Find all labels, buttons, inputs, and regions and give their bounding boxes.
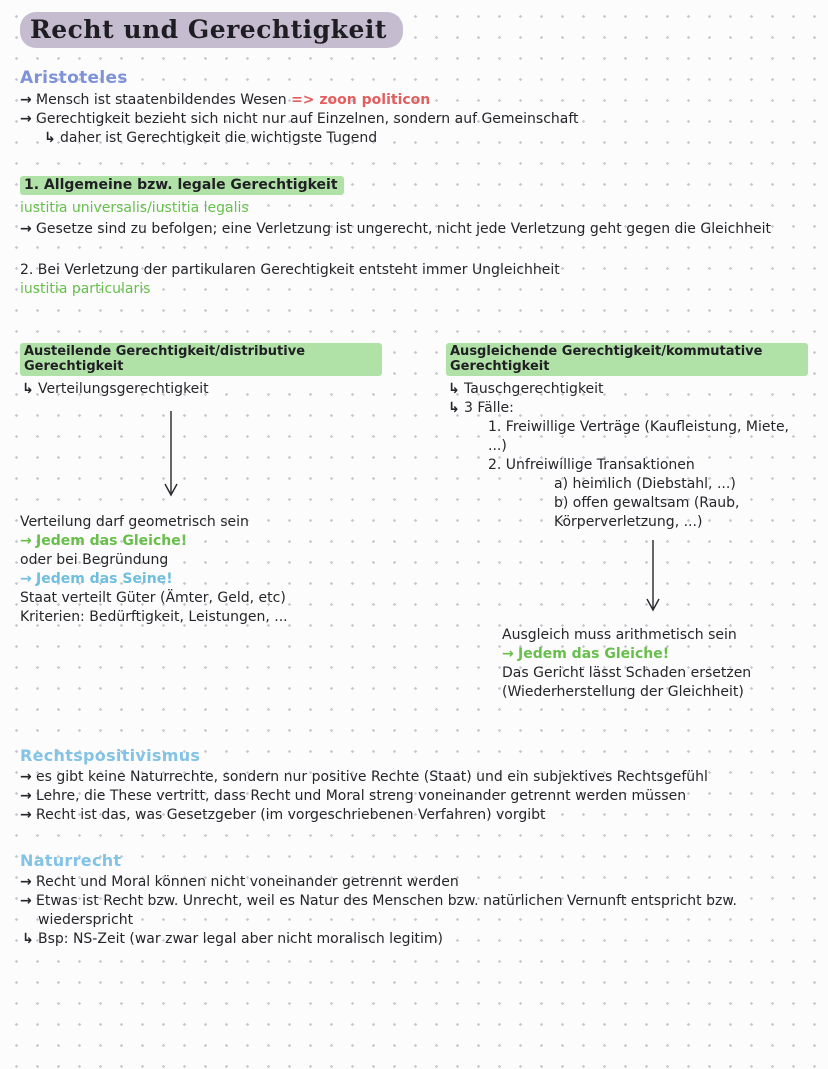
right-heading: Ausgleichende Gerechtigkeit/kommutative Gerechtigkeit bbox=[446, 343, 808, 376]
note-text: es gibt keine Naturrechte, sondern nur positive Rechte (Staat) und ein subjektives Rechtsgefühl bbox=[36, 769, 708, 785]
hook-arrow-icon: ↳ bbox=[448, 381, 460, 397]
note-text-green: Jedem das Gleiche! bbox=[36, 533, 188, 549]
arrow-bullet-icon: → bbox=[20, 788, 32, 804]
arrow-bullet-icon: → bbox=[20, 533, 32, 549]
note-text: 3 Fälle: bbox=[464, 400, 514, 416]
arrow-bullet-icon: → bbox=[20, 769, 32, 785]
section-allgemeine-gerechtigkeit bbox=[20, 176, 808, 239]
aristoteles-line-2 bbox=[20, 110, 808, 129]
arrow-bullet-icon: → bbox=[20, 807, 32, 823]
arrow-bullet-icon: → bbox=[20, 221, 32, 237]
right-sub-1 bbox=[432, 380, 808, 399]
hook-arrow-icon: ↳ bbox=[22, 931, 34, 947]
column-austeilende-gerechtigkeit bbox=[20, 343, 382, 702]
section2-line-1: 2. Bei Verletzung der partikularen Gerechtigkeit entsteht immer Ungleichheit bbox=[20, 262, 560, 278]
rp-line-1 bbox=[20, 768, 808, 787]
right-body-2: Das Gericht lässt Schaden ersetzen bbox=[502, 665, 752, 681]
column-ausgleichende-gerechtigkeit bbox=[446, 343, 808, 702]
right-item-2a: a) heimlich (Diebstahl, ...) bbox=[554, 476, 736, 492]
arrow-bullet-icon: → bbox=[20, 893, 32, 909]
note-text: Mensch ist staatenbildendes Wesen bbox=[36, 92, 292, 108]
left-green-line bbox=[20, 532, 382, 551]
note-text-red: => zoon politicon bbox=[291, 92, 431, 108]
left-body-2: oder bei Begründung bbox=[20, 552, 169, 568]
left-cyan-line bbox=[20, 570, 382, 589]
section2-latin: iustitia particularis bbox=[20, 281, 151, 297]
section1-line-1 bbox=[20, 220, 808, 239]
right-heading-wrap bbox=[446, 343, 808, 376]
hook-arrow-icon: ↳ bbox=[44, 130, 56, 146]
note-text-green: Jedem das Gleiche! bbox=[518, 646, 670, 662]
left-body-3: Staat verteilt Güter (Ämter, Geld, etc) bbox=[20, 590, 286, 606]
nr-line-3 bbox=[6, 930, 808, 949]
section-rechtspositivismus bbox=[20, 746, 808, 825]
hook-arrow-icon: ↳ bbox=[448, 400, 460, 416]
aristoteles-line-3 bbox=[28, 129, 808, 148]
hook-arrow-icon: ↳ bbox=[22, 381, 34, 397]
note-text: Etwas ist Recht bzw. Unrecht, weil es Natur des Menschen bzw. natürlichen Vernunft entspricht bzw. wiederspricht bbox=[36, 893, 737, 928]
right-items bbox=[446, 418, 808, 532]
note-text: Recht und Moral können nicht voneinander getrennt werden bbox=[36, 874, 459, 890]
right-item-1: 1. Freiwillige Verträge (Kaufleistung, Miete, ...) bbox=[488, 419, 790, 454]
rp-line-2 bbox=[20, 787, 808, 806]
section1-latin: iustitia universalis/iustitia legalis bbox=[20, 200, 249, 216]
arrow-bullet-icon: → bbox=[502, 646, 514, 662]
note-text: Recht ist das, was Gesetzgeber (im vorgeschriebenen Verfahren) vorgibt bbox=[36, 807, 546, 823]
note-text: Bsp: NS-Zeit (war zwar legal aber nicht moralisch legitim) bbox=[38, 931, 443, 947]
section1-heading: 1. Allgemeine bzw. legale Gerechtigkeit bbox=[20, 176, 344, 195]
note-text: daher ist Gerechtigkeit die wichtigste Tugend bbox=[60, 130, 378, 146]
right-sub-2 bbox=[432, 399, 808, 418]
aristoteles-line-1 bbox=[20, 91, 808, 110]
note-text-cyan: Jedem das Seine! bbox=[36, 571, 173, 587]
right-body-3: (Wiederherstellung der Gleichheit) bbox=[502, 684, 744, 700]
down-arrow-icon bbox=[644, 540, 662, 618]
nr-line-1 bbox=[20, 873, 808, 892]
note-text: Gesetze sind zu befolgen; eine Verletzung ist ungerecht, nicht jede Verletzung geht gegen die Gleichheit bbox=[36, 221, 772, 237]
aristoteles-heading: Aristoteles bbox=[20, 68, 128, 88]
arrow-bullet-icon: → bbox=[20, 571, 32, 587]
page-title: Recht und Gerechtigkeit bbox=[20, 12, 403, 48]
rechtspositivismus-heading: Rechtspositivismus bbox=[20, 746, 201, 765]
note-text: Gerechtigkeit bezieht sich nicht nur auf Einzelnen, sondern auf Gemeinschaft bbox=[36, 111, 579, 127]
note-text: Lehre, die These vertritt, dass Recht und Moral streng voneinander getrennt werden müssen bbox=[36, 788, 687, 804]
title-wrap bbox=[20, 12, 808, 48]
left-body-4: Kriterien: Bedürftigkeit, Leistungen, ... bbox=[20, 609, 288, 625]
note-text: Tauschgerechtigkeit bbox=[464, 381, 604, 397]
section-partikulare-gerechtigkeit bbox=[20, 261, 808, 299]
arrow-bullet-icon: → bbox=[20, 92, 32, 108]
section1-heading-wrap bbox=[20, 176, 808, 195]
right-body-1: Ausgleich muss arithmetisch sein bbox=[502, 627, 737, 643]
naturrecht-heading: Naturrecht bbox=[20, 851, 122, 870]
justice-columns bbox=[20, 343, 808, 702]
left-sub bbox=[6, 380, 382, 399]
nr-line-2 bbox=[20, 892, 760, 930]
right-item-2b: b) offen gewaltsam (Raub, Körperverletzung, ...) bbox=[554, 495, 740, 530]
right-item-2: 2. Unfreiwillige Transaktionen bbox=[488, 457, 695, 473]
section-aristoteles bbox=[20, 68, 808, 148]
left-heading-wrap bbox=[20, 343, 382, 376]
right-subitems bbox=[488, 475, 808, 532]
down-arrow-icon bbox=[162, 411, 180, 503]
right-body bbox=[446, 626, 808, 702]
rp-line-3 bbox=[20, 806, 808, 825]
arrow-bullet-icon: → bbox=[20, 874, 32, 890]
arrow-bullet-icon: → bbox=[20, 111, 32, 127]
left-body-1: Verteilung darf geometrisch sein bbox=[20, 514, 249, 530]
left-heading: Austeilende Gerechtigkeit/distributive Gerechtigkeit bbox=[20, 343, 382, 376]
note-text: Verteilungsgerechtigkeit bbox=[38, 381, 209, 397]
right-green-line bbox=[502, 645, 808, 664]
section-naturrecht bbox=[20, 851, 808, 949]
